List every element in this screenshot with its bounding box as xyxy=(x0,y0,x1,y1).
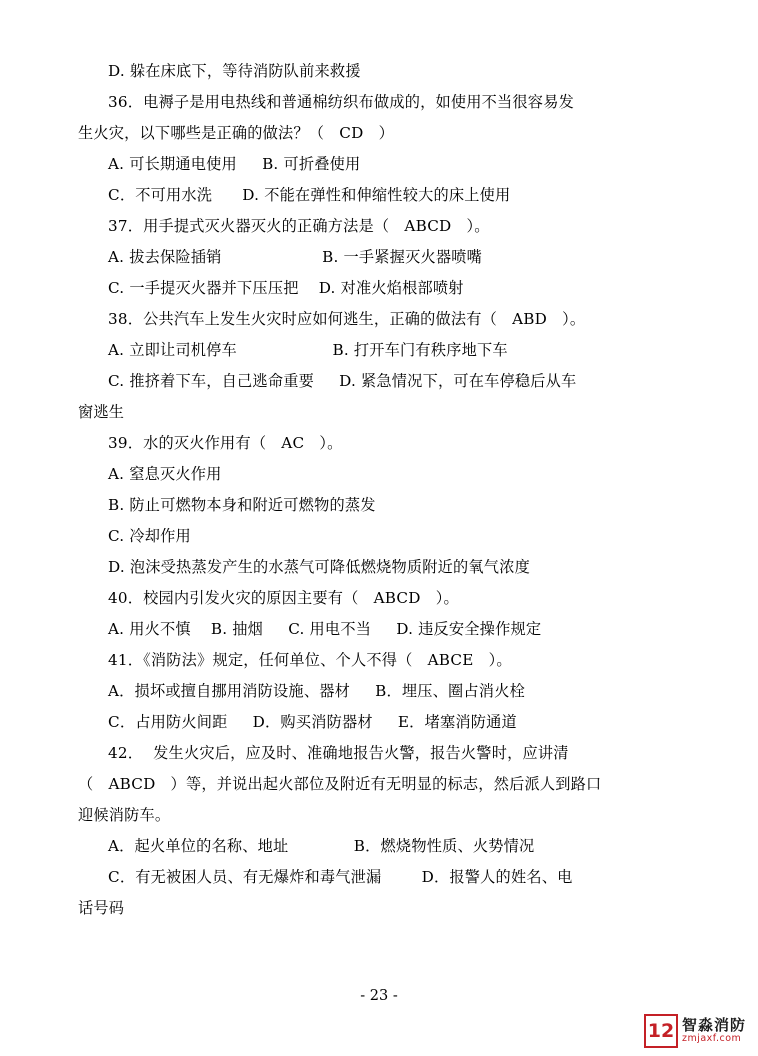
page-number: - 23 - xyxy=(360,988,398,1004)
paragraph: 40．校园内引发火灾的原因主要有（ ABCD ）。 xyxy=(108,589,459,607)
paragraph: A．损坏或擅自挪用消防设施、器材 B．埋压、圈占消火栓 xyxy=(108,682,525,700)
paragraph: C．有无被困人员、有无爆炸和毒气泄漏 D．报警人的姓名、电 xyxy=(108,868,573,886)
paragraph: 39．水的灭火作用有（ AC ）。 xyxy=(108,434,343,452)
paragraph: B. 防止可燃物本身和附近可燃物的蒸发 xyxy=(108,496,376,514)
paragraph: 窗逃生 xyxy=(78,403,125,421)
paragraph: C．不可用水洗 D. 不能在弹性和伸缩性较大的床上使用 xyxy=(108,186,511,204)
paragraph: A. 拔去保险插销 B. 一手紧握灭火器喷嘴 xyxy=(108,248,483,266)
paragraph: C. 冷却作用 xyxy=(108,527,191,545)
paragraph: 38．公共汽车上发生火灾时应如何逃生，正确的做法有（ ABD ）。 xyxy=(108,310,586,328)
document-body xyxy=(78,56,680,924)
watermark xyxy=(644,1014,746,1048)
paragraph: C．占用防火间距 D．购买消防器材 E．堵塞消防通道 xyxy=(108,713,517,731)
paragraph: 37．用手提式灭火器灭火的正确方法是（ ABCD ）。 xyxy=(108,217,490,235)
paragraph: A. 窒息灭火作用 xyxy=(108,465,222,483)
paragraph: A. 用火不慎 B. 抽烟 C. 用电不当 D. 违反安全操作规定 xyxy=(108,620,542,638)
watermark-subtitle: zmjaxf.com xyxy=(681,1032,742,1044)
paragraph: 41．《消防法》规定，任何单位、个人不得（ ABCE ）。 xyxy=(108,651,512,669)
paragraph: 36．电褥子是用电热线和普通棉纺织布做成的，如使用不当很容易发 xyxy=(108,93,574,111)
watermark-text xyxy=(682,1018,746,1044)
paragraph: C. 推挤着下车，自己逃命重要 D. 紧急情况下，可在车停稳后从车 xyxy=(108,372,577,390)
paragraph: D. 躲在床底下，等待消防队前来救援 xyxy=(108,62,361,80)
paragraph: A. 可长期通电使用 B. 可折叠使用 xyxy=(108,155,361,173)
paragraph: C. 一手提灭火器并下压压把 D. 对准火焰根部喷射 xyxy=(108,279,464,297)
watermark-title: 智淼消防 xyxy=(681,1016,746,1035)
paragraph: D. 泡沫受热蒸发产生的水蒸气可降低燃烧物质附近的氧气浓度 xyxy=(108,558,530,576)
paragraph: （ ABCD ）等，并说出起火部位及附近有无明显的标志，然后派人到路口 xyxy=(78,775,602,793)
watermark-logo-icon: 12 xyxy=(644,1014,678,1048)
paragraph: A．起火单位的名称、地址 B．燃烧物性质、火势情况 xyxy=(108,837,535,855)
paragraph: 生火灾，以下哪些是正确的做法？（ CD ） xyxy=(78,124,394,142)
paragraph: 42． 发生火灾后，应及时、准确地报告火警，报告火警时，应讲清 xyxy=(108,744,569,762)
paragraph: 话号码 xyxy=(78,899,125,917)
paragraph: 迎候消防车。 xyxy=(78,806,171,824)
paragraph: A. 立即让司机停车 B. 打开车门有秩序地下车 xyxy=(108,341,508,359)
